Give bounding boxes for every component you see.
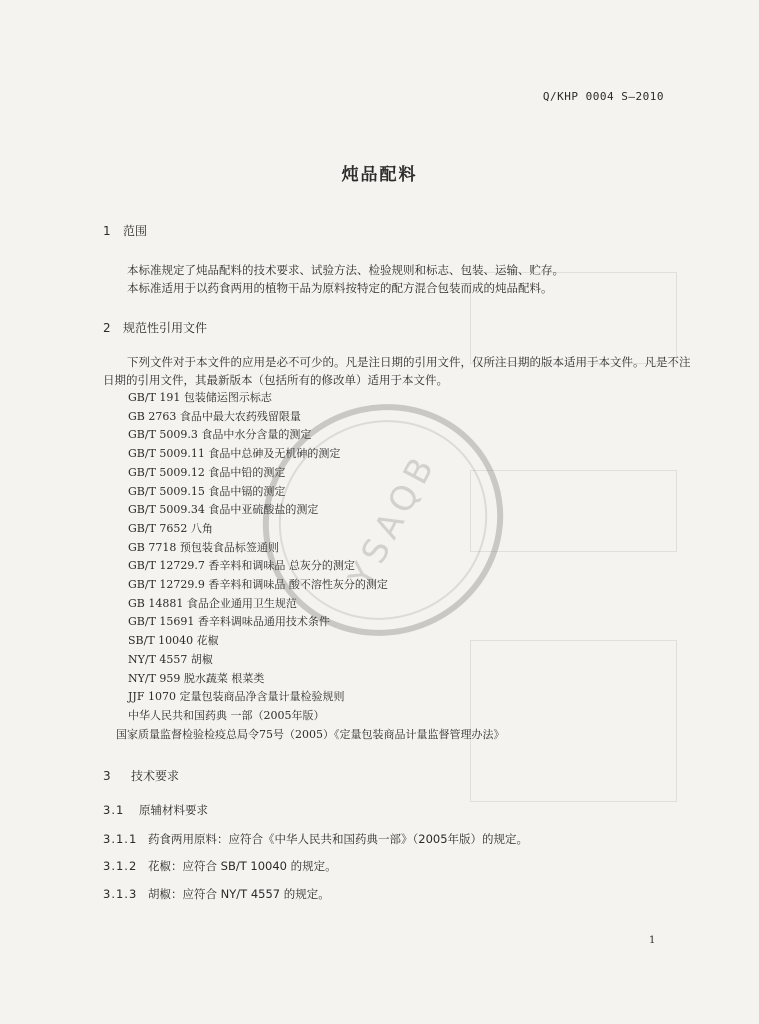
reference-item: GB/T 5009.15 食品中镉的测定 — [128, 484, 286, 498]
reference-item: GB/T 5009.11 食品中总砷及无机砷的测定 — [128, 447, 341, 461]
reference-item: GB 2763 食品中最大农药残留限量 — [128, 409, 301, 423]
scope-paragraph-1: 本标准规定了炖品配料的技术要求、试验方法、检验规则和标志、包装、运输、贮存。 — [127, 263, 564, 277]
document-title: 炖品配料 — [341, 165, 418, 185]
section-title: 范围 — [123, 224, 148, 238]
subsection-title: 原辅材料要求 — [139, 803, 208, 817]
section-2-heading — [103, 319, 207, 336]
clause-3-1-1 — [103, 831, 528, 847]
section-1-heading — [103, 222, 147, 239]
clause-3-1-2 — [103, 858, 337, 874]
standard-code: Q/KHP 0004 S—2010 — [542, 90, 664, 103]
clause-number: 3.1.2 — [103, 859, 138, 873]
reference-item: NY/T 4557 胡椒 — [128, 652, 213, 666]
reference-item: 国家质量监督检验检疫总局令75号（2005）《定量包装商品计量监督管理办法》 — [116, 727, 505, 741]
clause-text: 花椒：应符合 SB/T 10040 的规定。 — [148, 859, 337, 873]
reference-item: GB/T 5009.34 食品中亚硫酸盐的测定 — [128, 503, 319, 517]
reference-item: GB/T 7652 八角 — [128, 521, 213, 535]
clause-number: 3.1.1 — [103, 832, 138, 846]
reference-item: JJF 1070 定量包装商品净含量计量检验规则 — [128, 690, 345, 704]
reference-item: GB/T 15691 香辛料调味品通用技术条件 — [128, 615, 330, 629]
reference-item: GB/T 191 包装储运图示标志 — [128, 391, 272, 404]
reference-item: SB/T 10040 花椒 — [128, 634, 219, 648]
clause-number: 3.1.3 — [103, 887, 138, 901]
section-number: 2 — [103, 321, 111, 335]
section-3-heading — [103, 767, 179, 784]
clause-3-1-3 — [103, 886, 330, 902]
reference-item: GB/T 12729.7 香辛料和调味品 总灰分的测定 — [128, 559, 355, 573]
section-title: 技术要求 — [131, 769, 180, 783]
clause-text: 胡椒：应符合 NY/T 4557 的规定。 — [148, 887, 330, 901]
section-number: 1 — [103, 224, 111, 238]
references-intro: 下列文件对于本文件的应用是必不可少的。凡是注日期的引用文件，仅所注日期的版本适用于本文件。凡是不注日期的引用文件，其最新版本（包括所有的修改单）适用于本文件。 — [103, 355, 691, 387]
page-number: 1 — [649, 935, 656, 946]
reference-item: GB/T 5009.12 食品中铅的测定 — [128, 465, 286, 479]
section-number: 3 — [103, 769, 111, 783]
seal-lettering: YSAQB — [340, 446, 445, 594]
reference-item: 中华人民共和国药典 一部（2005年版） — [128, 708, 325, 722]
clause-text: 药食两用原料：应符合《中华人民共和国药典一部》（2005年版）的规定。 — [148, 832, 529, 846]
reference-item: GB/T 5009.3 食品中水分含量的测定 — [128, 428, 312, 442]
reference-item: GB 14881 食品企业通用卫生规范 — [128, 596, 297, 610]
scope-paragraph-2: 本标准适用于以药食两用的植物干品为原料按特定的配方混合包装而成的炖品配料。 — [127, 281, 553, 295]
subsection-number: 3.1 — [103, 803, 125, 817]
section-title: 规范性引用文件 — [123, 321, 208, 335]
reference-list — [116, 389, 505, 744]
reference-item: GB 7718 预包装食品标签通则 — [128, 540, 279, 554]
subsection-3-1-heading — [103, 802, 208, 818]
reference-item: GB/T 12729.9 香辛料和调味品 酸不溶性灰分的测定 — [128, 578, 388, 592]
reference-item: NY/T 959 脱水蔬菜 根菜类 — [128, 671, 265, 685]
